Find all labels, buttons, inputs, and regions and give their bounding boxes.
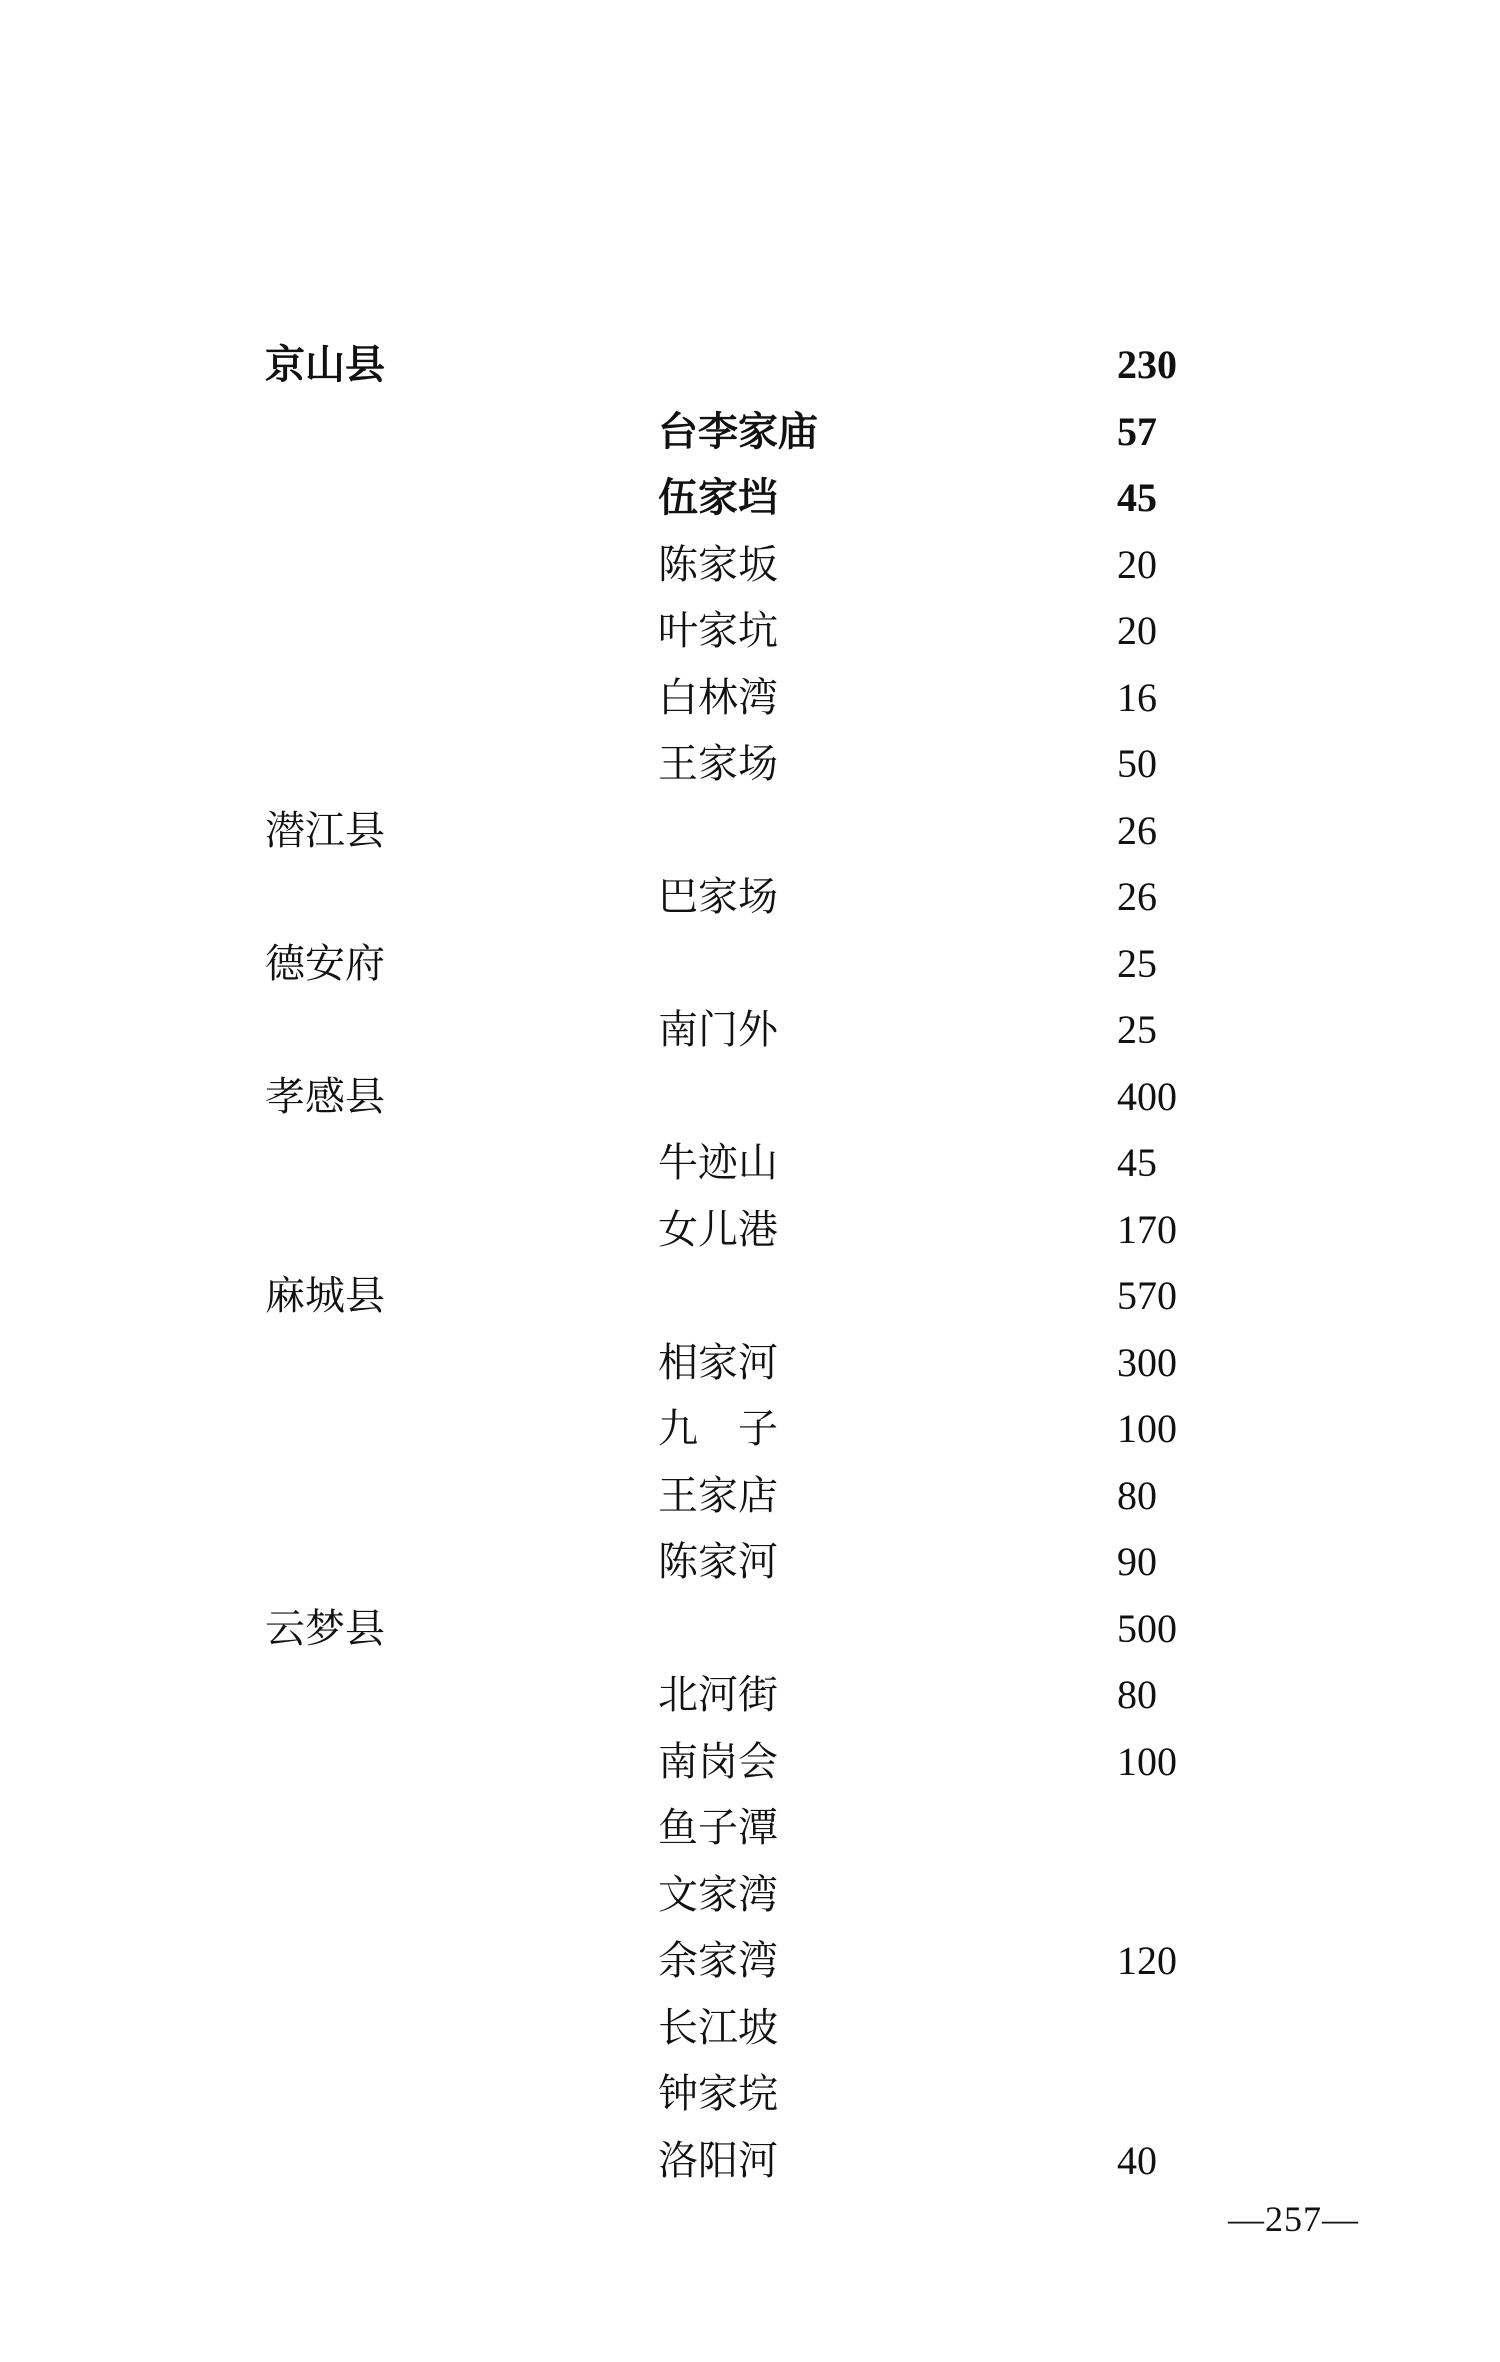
place-row	[0, 1995, 1500, 2062]
place-row	[0, 598, 1500, 665]
place-row	[0, 1862, 1500, 1929]
place-name: 钟家垸	[658, 2071, 778, 2117]
place-name: 陈家坂	[658, 541, 778, 588]
place-name: 洛阳河	[658, 2137, 778, 2184]
count-value: 500	[1117, 1605, 1177, 1651]
place-name: 王家场	[658, 741, 778, 787]
count-value: 80	[1117, 1672, 1157, 1717]
count-value: 20	[1117, 541, 1157, 587]
place-row	[0, 465, 1500, 532]
county-name: 孝感县	[265, 1073, 385, 1120]
count-value: 45	[1117, 475, 1157, 520]
place-name: 余家湾	[658, 1938, 778, 1984]
count-value: 50	[1117, 741, 1157, 786]
place-name: 鱼子潭	[658, 1805, 778, 1851]
place-row	[0, 864, 1500, 931]
place-row	[0, 731, 1500, 798]
place-row	[0, 1463, 1500, 1530]
count-value: 90	[1117, 1539, 1157, 1584]
count-value: 170	[1117, 1206, 1177, 1252]
place-row	[0, 665, 1500, 732]
place-row	[0, 399, 1500, 466]
place-row	[0, 1396, 1500, 1463]
place-name: 相家河	[658, 1339, 778, 1386]
county-row	[0, 1596, 1500, 1663]
place-row	[0, 1729, 1500, 1796]
place-name: 女儿港	[658, 1206, 778, 1253]
count-value: 100	[1117, 1406, 1177, 1451]
place-row	[0, 1197, 1500, 1264]
count-value: 300	[1117, 1339, 1177, 1385]
county-name: 云梦县	[265, 1605, 385, 1652]
place-name: 南岗会	[658, 1738, 778, 1785]
count-value: 26	[1117, 807, 1157, 853]
count-value: 20	[1117, 608, 1157, 653]
count-value: 25	[1117, 940, 1157, 986]
place-row	[0, 1795, 1500, 1862]
count-value: 16	[1117, 674, 1157, 720]
count-value: 570	[1117, 1273, 1177, 1318]
county-name: 德安府	[265, 940, 385, 987]
place-name: 牛迹山	[658, 1140, 778, 1186]
place-name: 白林湾	[658, 674, 778, 721]
county-name: 潜江县	[265, 807, 385, 854]
place-name: 巴家场	[658, 874, 778, 920]
place-name: 南门外	[658, 1007, 778, 1053]
count-value: 26	[1117, 874, 1157, 919]
county-row	[0, 798, 1500, 865]
place-row	[0, 1130, 1500, 1197]
place-row	[0, 1662, 1500, 1729]
place-row	[0, 1928, 1500, 1995]
count-value: 57	[1117, 408, 1157, 454]
place-row	[0, 532, 1500, 599]
place-name: 九 子	[658, 1406, 778, 1452]
count-value: 80	[1117, 1472, 1157, 1518]
place-name: 台李家庙	[658, 407, 818, 455]
place-name: 长江坡	[658, 2004, 778, 2051]
count-value: 45	[1117, 1140, 1157, 1185]
county-name: 京山县	[265, 341, 385, 388]
count-value: 400	[1117, 1073, 1177, 1119]
place-row	[0, 2061, 1500, 2128]
count-value: 230	[1117, 342, 1177, 387]
place-name: 北河街	[658, 1672, 778, 1718]
place-row	[0, 1529, 1500, 1596]
place-name: 王家店	[658, 1472, 778, 1519]
place-row	[0, 997, 1500, 1064]
county-row	[0, 1064, 1500, 1131]
count-value: 40	[1117, 2137, 1157, 2183]
place-name: 文家湾	[658, 1871, 778, 1918]
county-row	[0, 332, 1500, 399]
county-row	[0, 931, 1500, 998]
county-name: 麻城县	[265, 1273, 385, 1319]
place-list	[0, 332, 1500, 2194]
place-name: 叶家坑	[658, 608, 778, 654]
count-value: 100	[1117, 1738, 1177, 1784]
place-name: 陈家河	[658, 1539, 778, 1585]
page-number: —257—	[1228, 2199, 1359, 2239]
place-row	[0, 1330, 1500, 1397]
count-value: 120	[1117, 1938, 1177, 1983]
place-name: 伍家垱	[658, 474, 778, 521]
county-row	[0, 1263, 1500, 1330]
count-value: 25	[1117, 1007, 1157, 1052]
place-row	[0, 2128, 1500, 2195]
